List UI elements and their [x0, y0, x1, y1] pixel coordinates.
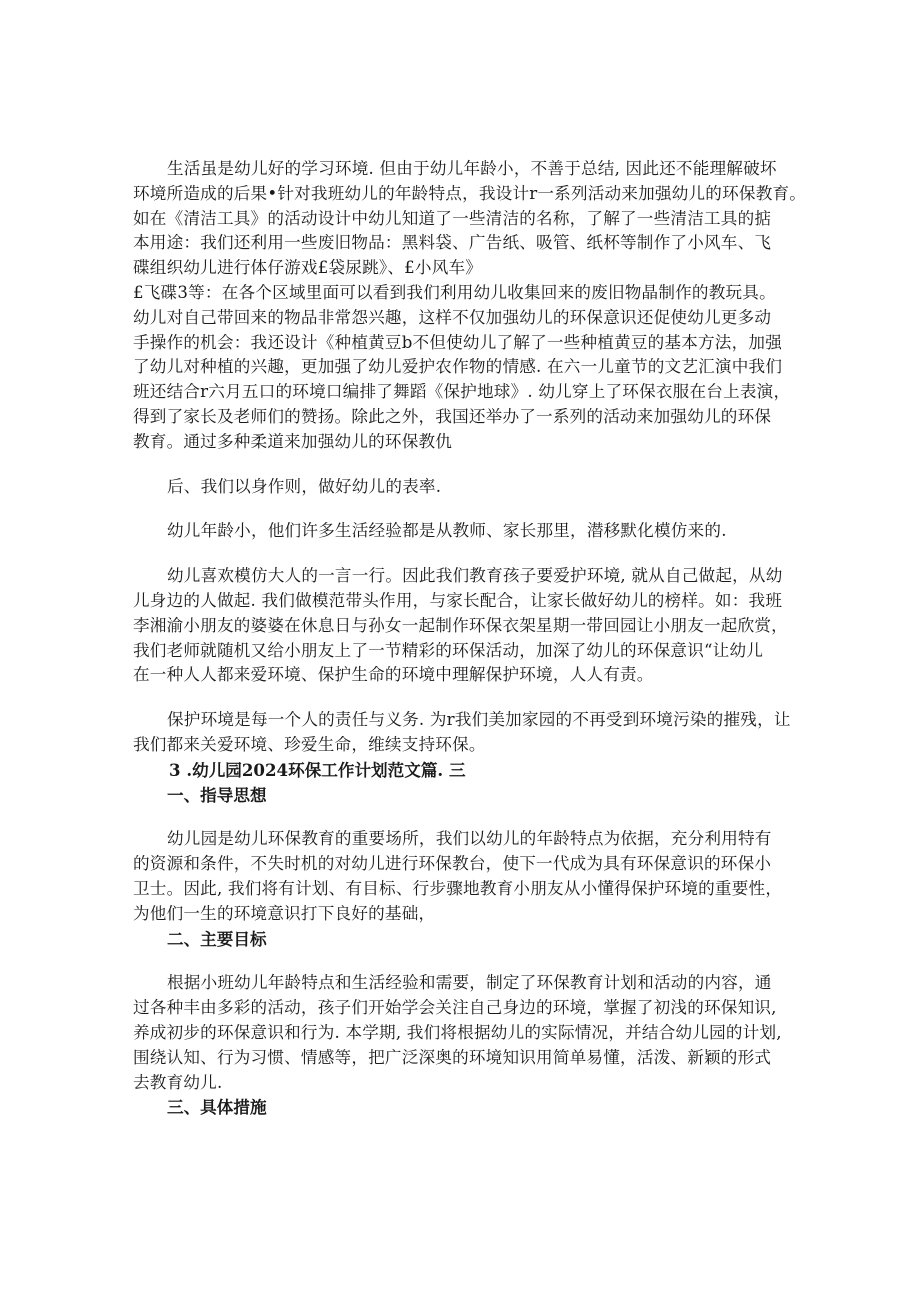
text-line: 围绕认知、行为习惯、情感等，把广泛深奥的环境知识用简单易懂，活泼、新颖的形式 [133, 1047, 772, 1067]
text-line: 本用途：我们还利用一些废旧物品：黑料袋、广告纸、吸管、纸杯等制作了小风车、飞 [133, 233, 772, 253]
text-line: 去教育幼儿. [133, 1072, 223, 1092]
text-line: £飞碟3等：在各个区域里面可以看到我们利用幼儿收集回来的废旧物晶制作的教玩具。 [133, 282, 776, 302]
paragraph-waste-materials [133, 157, 807, 455]
text-line: 儿身边的人做起. 我们做模范带头作用，与家长配合，让家长做好幼儿的榜样。如：我班 [133, 590, 783, 610]
text-line: 幼儿喜欢模仿大人的一言一行。因此我们教育孩子要爱护环境, 就从自己做起，从幼 [167, 566, 783, 586]
text-line: 环境所造成的后果•针对我班幼儿的年龄特点，我设计r一系列活动来加强幼儿的环保教育。 [133, 183, 807, 203]
text-line: 在一种人人都来爱环境、保护生命的环境中理解保护环境，人人有责。 [133, 665, 654, 685]
text-line: 保护环境是每一个人的责任与义务. 为r我们美加家园的不再受到环境污染的摧残，让 [167, 710, 791, 730]
document-body [133, 157, 807, 1120]
text-line: 我们老师就随机又给小朋友上了一节精彩的环保活动，加深了幼儿的环保意识“让幼儿 [133, 640, 764, 660]
text-line: 卫士。因此, 我们将有计划、有目标、行步骤地教育小朋友从小懂得保护环境的重要性， [133, 878, 783, 898]
paragraph-role-model [133, 564, 788, 688]
paragraph-guiding-ideology [133, 827, 788, 926]
text-line: 后、我们以身作则，做好幼儿的表率. [167, 476, 442, 496]
paragraph-main-goals [133, 971, 788, 1095]
text-line: 的资源和条件，不失时机的对幼儿进行环保教台，使下一代成为具有环保意识的环保小 [133, 854, 772, 874]
text-line: 生活虽是幼儿好的学习环境. 但由于幼儿年龄小，不善于总结, 因此还不能理解破坏 [167, 159, 777, 178]
text-line: 教育。通过多种柔道来加强幼儿的环保教仇 [133, 431, 453, 451]
heading-specific-measures: 三、具体措施 [167, 1097, 267, 1118]
text-line: 了幼儿对种植的兴趣，更加强了幼儿爱护农作物的情感. 在六一儿童节的文艺汇演中我们 [133, 357, 783, 377]
text-line: 幼儿对自己带回来的物品非常怨兴趣，这样不仅加强幼儿的环保意识还促使幼儿更多动 [133, 307, 772, 327]
text-line: 碟组织幼儿进行体仔游戏£袋尿跳》、£小风车》 [133, 258, 483, 278]
heading-guiding-ideology: 一、指导思想 [167, 784, 267, 805]
text-line: 李湘渝小朋友的婆婆在休息日与孙女一起制作环保衣架星期一带回园让小朋友一起欣赏， [133, 615, 788, 635]
text-line: 根据小班幼儿年龄特点和生活经验和需要，制定了环保教育计划和活动的内容，通 [167, 973, 772, 993]
text-line: 我们都来关爱环境、珍爱生命，维续支持环保。 [133, 734, 486, 754]
text-line: 得到了家长及老师们的赞扬。除此之外，我国还举办了一系列的活动来加强幼儿的环保 [133, 406, 772, 426]
text-line: 为他们一生的环境意识打下良好的基础， [133, 903, 436, 923]
text-line: 幼儿园是幼儿环保教育的重要场所，我们以幼儿的年龄特点为依据，充分利用特有 [167, 829, 772, 849]
paragraph-lead-by-example [133, 475, 788, 500]
paragraph-imitation [133, 519, 788, 544]
text-line: 手操作的机会：我还设计《种植黄豆b不但使幼儿了解了一些种植黄豆的基本方法，加强 [133, 332, 782, 352]
text-line: 班还结合r六月五口的环境口编排了舞蹈《保护地球》. 幼儿穿上了环保衣服在台上表演， [133, 382, 791, 402]
section-title: 3 .幼儿园2024环保工作计划范文篇. 三 [169, 759, 466, 780]
text-line: 过各种丰由多彩的活动，孩子们开始学会关注自己身边的环境，掌握了初浅的环保知识, [133, 998, 777, 1018]
text-line: 养成初步的环保意识和行为. 本学期, 我们将根据幼儿的实际情况，并结合幼儿园的计划, [133, 1022, 782, 1042]
text-line: 如在《清洁工具》的活动设计中幼儿知道了一些清洁的名称，了解了一些清洁工具的掂 [133, 208, 772, 228]
text-line: 幼儿年龄小，他们许多生活经验都是从教师、家长那里，潜移默化模仿来的. [167, 521, 727, 541]
heading-main-goals: 二、主要目标 [167, 928, 267, 949]
paragraph-responsibility [133, 708, 791, 758]
